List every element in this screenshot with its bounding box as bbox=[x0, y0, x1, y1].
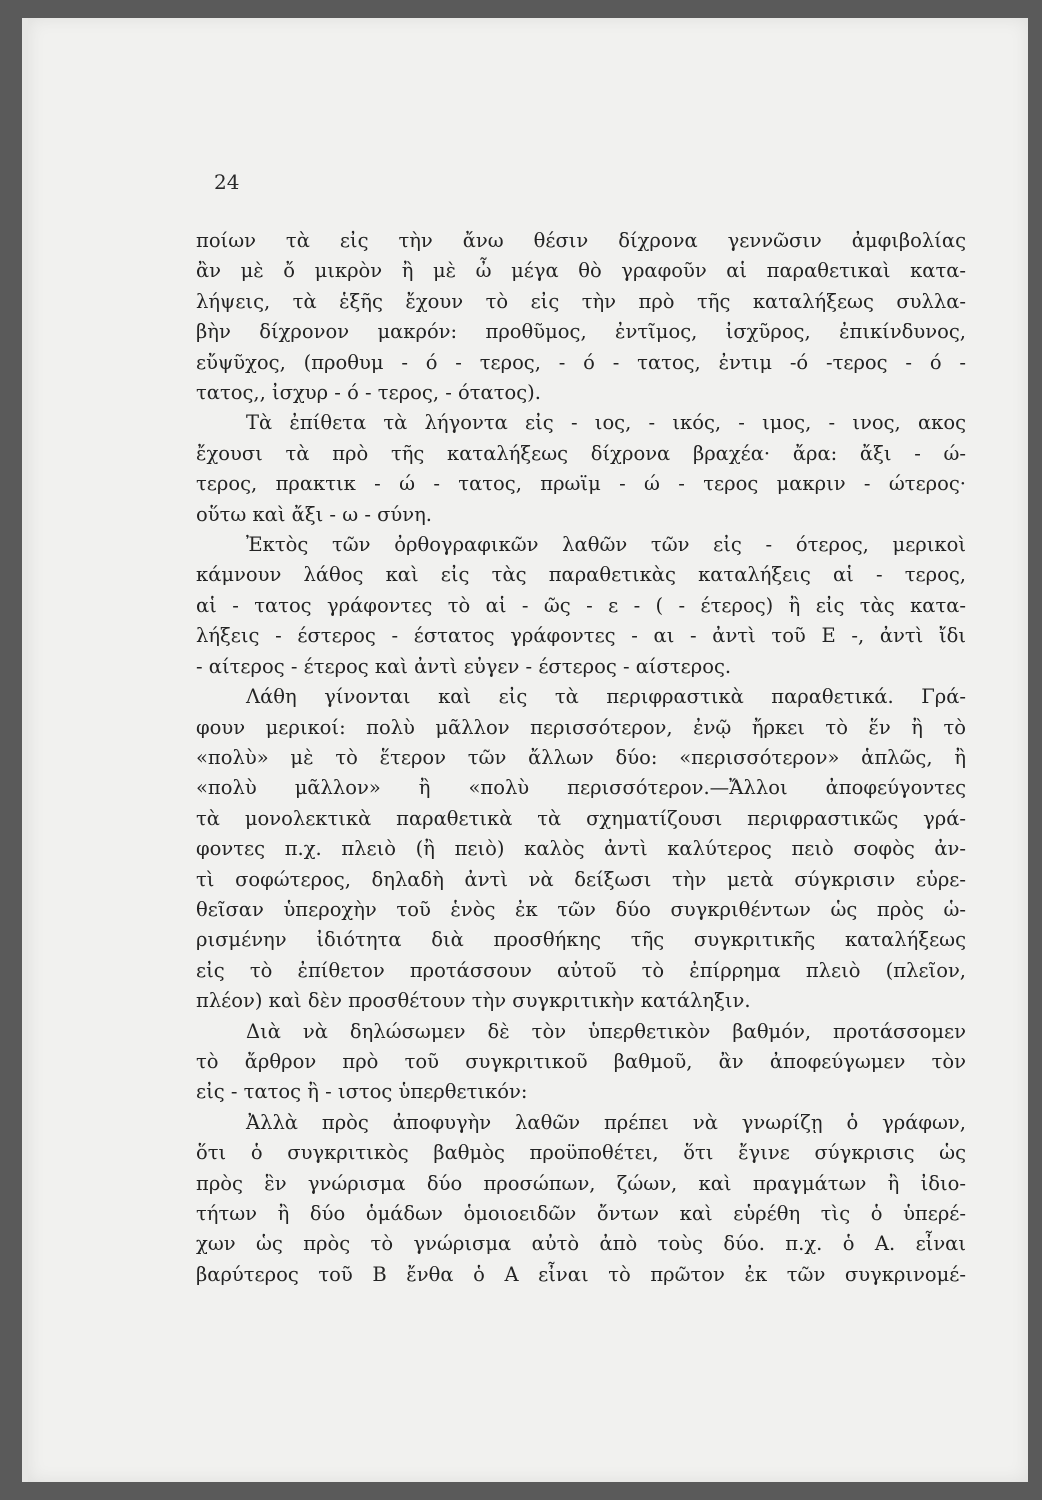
text-line: ἂν μὲ ὄ μικρὸν ἢ μὲ ὦ μέγα θὸ γραφοῦν αἱ παραθετικαὶ κατα- bbox=[196, 259, 966, 283]
text-line: τερος, πρακτικ - ώ - τατος, πρωϊμ - ώ - τερος μακριν - ώτερος· bbox=[196, 472, 966, 496]
text-line: φουν μερικοί: πολὺ μᾶλλον περισσότερον, ἐνῷ ἤρκει τὸ ἕν ἢ τὸ bbox=[196, 715, 966, 739]
text-line: βαρύτερος τοῦ Β ἔνθα ὁ Α εἶναι τὸ πρῶτον ἐκ τῶν συγκρινομέ- bbox=[196, 1262, 966, 1286]
text-line: «πολὺ μᾶλλον» ἢ «πολὺ περισσότερον.—Ἄλλοι ἀποφεύγοντες bbox=[196, 776, 966, 800]
text-line: κάμνουν λάθος καὶ εἰς τὰς παραθετικὰς καταλήξεις αἱ - τερος, bbox=[196, 563, 966, 587]
text-line: ρισμένην ἰδιότητα διὰ προσθήκης τῆς συγκριτικῆς καταλήξεως bbox=[196, 928, 966, 952]
text-line: Τὰ ἐπίθετα τὰ λήγοντα εἰς - ιος, - ικός, - ιμος, - ινος, ακος bbox=[246, 411, 966, 435]
text-line: εὔψῦχος, (προθυμ - ό - τερος, - ό - τατος, ἐντιμ -ό -τερος - ό - bbox=[196, 350, 966, 374]
text-line: Διὰ νὰ δηλώσωμεν δὲ τὸν ὑπερθετικὸν βαθμόν, προτάσσομεν bbox=[246, 1019, 966, 1043]
text-line: τήτων ἢ δύο ὁμάδων ὁμοιοειδῶν ὄντων καὶ εὑρέθη τὶς ὁ ὑπερέ- bbox=[196, 1202, 966, 1225]
text-line: τὶ σοφώτερος, δηλαδὴ ἀντὶ νὰ δείξωσι τὴν μετὰ σύγκρισιν εὑρε- bbox=[196, 867, 966, 891]
text-line: θεῖσαν ὑπεροχὴν τοῦ ἑνὸς ἐκ τῶν δύο συγκριθέντων ὡς πρὸς ὡ- bbox=[196, 897, 966, 921]
text-line: τατος,, ἰσχυρ - ό - τερος, - ότατος). bbox=[196, 381, 541, 405]
page-number: 24 bbox=[214, 170, 240, 194]
text-line: πρὸς ἓν γνώρισμα δύο προσώπων, ζώων, καὶ πραγμάτων ἢ ἰδιο- bbox=[196, 1171, 966, 1195]
text-line: λήψεις, τὰ ἑξῆς ἔχουν τὸ εἰς τὴν πρὸ τῆς καταλήξεως συλλα- bbox=[196, 289, 966, 313]
text-line: χων ὡς πρὸς τὸ γνώρισμα αὐτὸ ἀπὸ τοὺς δύο. π.χ. ὁ Α. εἶναι bbox=[196, 1232, 966, 1256]
text-line: ἔχουσι τὰ πρὸ τῆς καταλήξεως δίχρονα βραχέα· ἄρα: ἄξι - ώ- bbox=[196, 441, 966, 465]
text-line: Λάθη γίνονται καὶ εἰς τὰ περιφραστικὰ παραθετικά. Γρά- bbox=[246, 685, 966, 709]
book-page bbox=[22, 18, 1028, 1482]
text-line: Ἀλλὰ πρὸς ἀποφυγὴν λαθῶν πρέπει νὰ γνωρίζῃ ὁ γράφων, bbox=[246, 1110, 966, 1134]
text-line: φοντες π.χ. πλειὸ (ἢ πειὸ) καλὸς ἀντὶ καλύτερος πειὸ σοφὸς ἀν- bbox=[196, 837, 966, 861]
text-line: Ἐκτὸς τῶν ὀρθογραφικῶν λαθῶν τῶν εἰς - ότερος, μερικοὶ bbox=[246, 533, 966, 557]
text-line: οὕτω καὶ ἄξι - ω - σύνη. bbox=[196, 502, 433, 526]
body-text bbox=[196, 226, 966, 1290]
text-line: τὸ ἄρθρον πρὸ τοῦ συγκριτικοῦ βαθμοῦ, ἂν ἀποφεύγωμεν τὸν bbox=[196, 1049, 966, 1073]
text-line: ὅτι ὁ συγκριτικὸς βαθμὸς προϋποθέτει, ὅτι ἔγινε σύγκρισις ὡς bbox=[196, 1141, 966, 1165]
text-line: λήξεις - έστερος - έστατος γράφοντες - αι - ἀντὶ τοῦ Ε -, ἀντὶ ἴδι bbox=[196, 624, 966, 648]
text-line: «πολὺ» μὲ τὸ ἕτερον τῶν ἄλλων δύο: «περισσότερον» ἁπλῶς, ἢ bbox=[196, 745, 966, 769]
text-line: ποίων τὰ εἰς τὴν ἄνω θέσιν δίχρονα γεννῶσιν ἀμφιβολίας bbox=[196, 229, 966, 252]
text-line: - αίτερος - έτερος καὶ ἀντὶ εὐγεν - έστερος - αίστερος. bbox=[196, 654, 732, 678]
text-line: εἰς τὸ ἐπίθετον προτάσσουν αὐτοῦ τὸ ἐπίρρημα πλειὸ (πλεῖον, bbox=[196, 958, 966, 982]
text-line: αἱ - τατος γράφοντες τὸ αἱ - ῶς - ε - ( - έτερος) ἢ εἰς τὰς κατα- bbox=[196, 593, 966, 617]
text-line: πλέον) καὶ δὲν προσθέτουν τὴν συγκριτικὴν κατάληξιν. bbox=[196, 989, 751, 1013]
text-line: τὰ μονολεκτικὰ παραθετικὰ τὰ σχηματίζουσι περιφραστικῶς γρά- bbox=[196, 806, 966, 830]
text-line: βὴν δίχρονον μακρόν: προθῦμος, ἐντῖμος, ἰσχῦρος, ἐπικίνδυνος, bbox=[196, 320, 966, 344]
text-line: εἰς - τατος ἢ - ιστος ὑπερθετικόν: bbox=[196, 1080, 528, 1104]
